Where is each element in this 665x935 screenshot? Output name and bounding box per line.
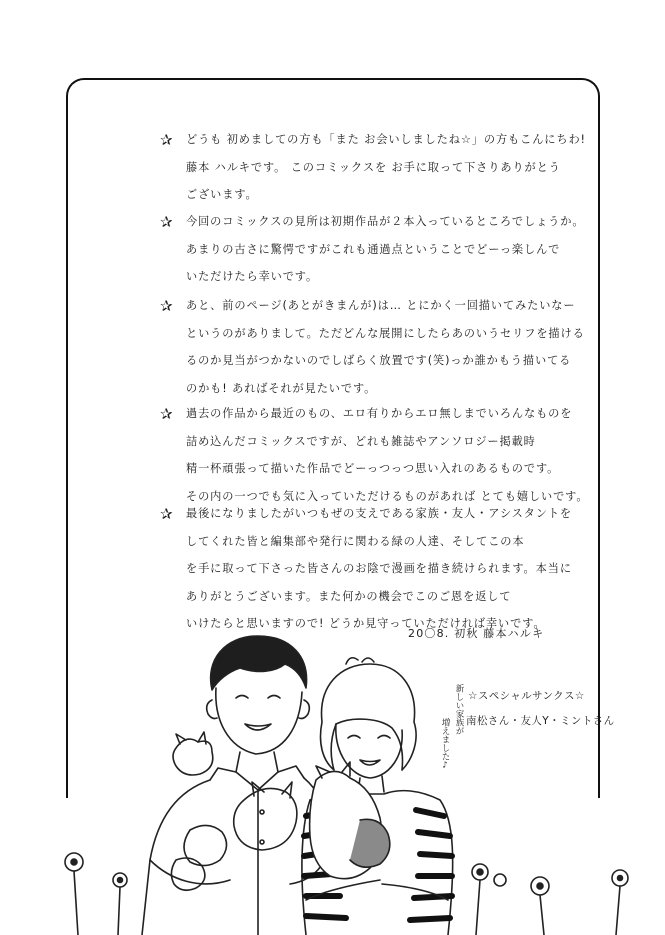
paragraph-line: ございます。 xyxy=(186,188,258,201)
speech-bubble-line: 増えました♪ xyxy=(440,718,450,771)
paragraph-line: どうも 初めましての方も「また お会いしましたね☆」の方もこんにちわ! xyxy=(186,133,586,146)
paragraph-3 xyxy=(186,292,585,402)
paragraph-line: 詰め込んだコミックスですが、どれも雑誌やアンソロジー掲載時 xyxy=(186,434,536,448)
star-bullet-icon: ✰ xyxy=(160,405,173,423)
paragraph-line: るのか見当がつかないのでしばらく放置です(笑)っか誰かもう描いてる xyxy=(186,354,572,367)
paragraph-line: してくれた皆と編集部や発行に関わる緑の人達、そしてこの本 xyxy=(186,534,525,548)
star-bullet-icon: ✰ xyxy=(160,297,173,315)
star-bullet-icon: ✰ xyxy=(160,131,173,149)
paragraph-line: 今回のコミックスの見所は初期作品が２本入っているところでしょうか。 xyxy=(186,215,585,228)
special-thanks-title: ☆スペシャルサンクス☆ xyxy=(468,690,585,702)
paragraph-line: 精一杯頑張って描いた作品でどーっつっつ思い入れのあるものです。 xyxy=(186,462,560,475)
paragraph-line: 最後になりましたがいつもぜの支えである家族・友人・アシスタントを xyxy=(186,507,573,520)
paragraph-4 xyxy=(186,400,589,510)
paragraph-line: を手に取って下さった皆さんのお陰で漫画を描き続けられます。本当に xyxy=(186,562,572,575)
star-bullet-icon: ✰ xyxy=(160,213,173,231)
speech-bubble-line: 新しい家族が xyxy=(454,684,464,735)
paragraph-line: というのがありまして。ただどんな展開にしたらあのいうセリフを描ける xyxy=(186,326,585,340)
paragraph-line: いけたらと思いますので! どうか見守っていただければ幸いです。 xyxy=(186,617,546,630)
paragraph-line: のかも! あればそれが見たいです。 xyxy=(186,381,377,395)
paragraph-line: 過去の作品から最近のもの、エロ有りからエロ無しまでいろんなものを xyxy=(186,407,573,420)
character-illustration xyxy=(0,600,665,935)
special-thanks-names: 南松さん・友人Y・ミントさん xyxy=(466,715,615,727)
signature: 20〇8. 初秋 藤本ハルキ xyxy=(408,627,545,640)
speech-bubble xyxy=(432,684,472,784)
paragraph-line: その内の一つでも気に入っていただけるものがあれば とても嬉しいです。 xyxy=(186,489,589,503)
paragraph-line: いただけたら幸いです。 xyxy=(186,270,319,283)
star-bullet-icon: ✰ xyxy=(160,505,173,523)
paragraph-line: あと、前のページ(あとがきまんが)は… とにかく一回描いてみたいなー xyxy=(186,299,576,312)
paragraph-line: ありがとうございます。また何かの機会でこのご恩を返して xyxy=(186,589,512,603)
paragraph-line: あまりの古さに驚愕ですがこれも通過点ということでどーっ楽しんで xyxy=(186,242,561,256)
paragraph-line: 藤本 ハルキです。 このコミックスを お手に取って下さりありがとう xyxy=(186,160,561,174)
paragraph-2 xyxy=(186,208,585,291)
paragraph-1 xyxy=(186,126,586,209)
